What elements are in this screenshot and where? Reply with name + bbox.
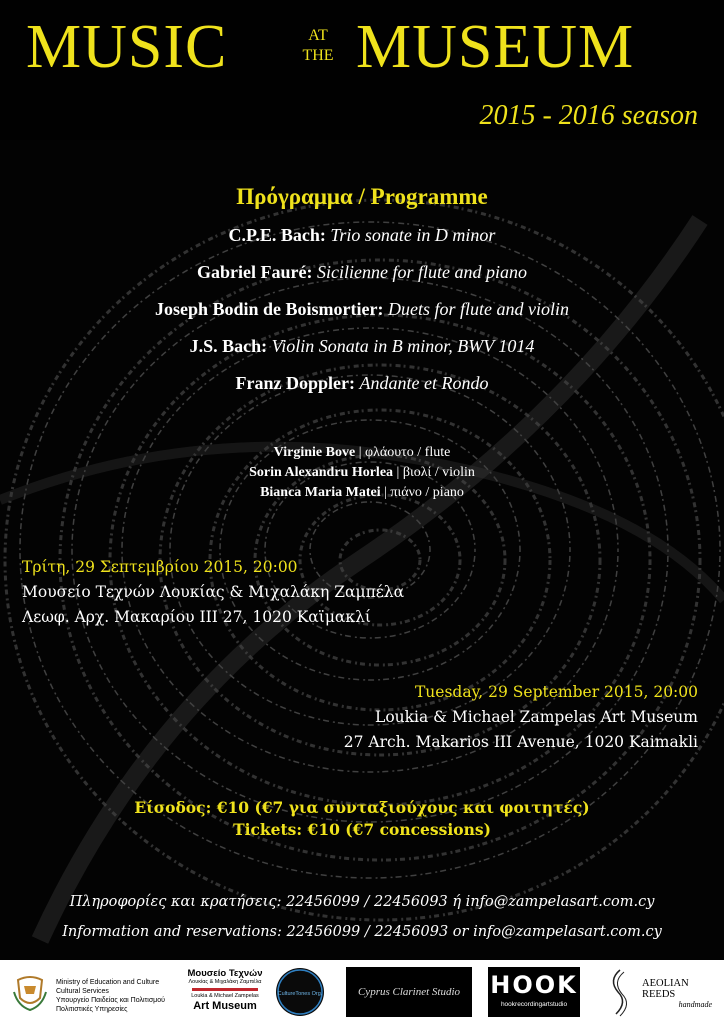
- contact-info: [0, 887, 724, 947]
- museum-divider: [192, 988, 258, 991]
- composer: Joseph Bodin de Boismortier:: [155, 299, 384, 319]
- greek-address: Λεωφ. Αρχ. Μακαρίου ΙΙΙ 27, 1020 Καϊμακλί: [22, 608, 371, 626]
- title-music: MUSIC: [26, 13, 228, 81]
- ministry-line4: Πολιτιστικές Υπηρεσίες: [56, 1006, 128, 1013]
- museum-line4: Art Museum: [193, 1000, 257, 1012]
- ministry-line2: Cultural Services: [56, 988, 109, 995]
- culturetones-logo: [274, 966, 326, 1018]
- programme-item: [0, 292, 724, 329]
- art-museum-logo: [182, 966, 268, 1018]
- programme-heading: Πρόγραμμα / Programme: [236, 184, 488, 209]
- performer: [0, 443, 724, 463]
- aeolian-sub: handmade: [678, 1000, 712, 1009]
- greek-event-info: [22, 555, 404, 630]
- hook-sub: hookrecordingartstudio: [500, 1001, 568, 1008]
- museum-line3: Loukia & Michael Zampelas: [191, 993, 259, 999]
- hook-main: HOOK: [490, 971, 578, 999]
- title-at: AT: [308, 27, 328, 44]
- tickets-english: Tickets: €10 (€7 concessions): [233, 820, 491, 839]
- greek-date: Τρίτη, 29 Σεπτεμβρίου 2015, 20:00: [22, 558, 298, 576]
- performer-name: Virginie Bove: [273, 445, 356, 460]
- performer: [0, 463, 724, 483]
- composer: J.S. Bach:: [189, 336, 268, 356]
- ministry-line1: Ministry of Education and Culture: [56, 979, 160, 986]
- ministry-logo: [6, 966, 176, 1018]
- greek-venue: Μουσείο Τεχνών Λουκίας & Μιχαλάκη Ζαμπέλα: [22, 583, 405, 601]
- aeolian-reeds-logo: [598, 966, 720, 1018]
- performer: [0, 483, 724, 503]
- performer-name: Bianca Maria Matei: [260, 485, 381, 500]
- work: Duets for flute and violin: [388, 299, 569, 319]
- tickets-greek: Είσοδος: €10 (€7 για συνταξιούχους και φοιτητές): [134, 798, 590, 817]
- title-museum: MUSEUM: [356, 13, 635, 81]
- culturetones-text: CultureTones Org.: [277, 991, 323, 997]
- english-date: Tuesday, 29 September 2015, 20:00: [414, 683, 698, 701]
- english-venue: Loukia & Michael Zampelas Art Museum: [375, 708, 698, 726]
- performer-instrument: | φλάουτο / flute: [358, 445, 451, 460]
- tickets-info: [0, 797, 724, 841]
- clarinet-studio-logo: [346, 967, 472, 1017]
- season-label: 2015 - 2016 season: [479, 100, 698, 131]
- ministry-line3: Υπουργείο Παιδείας και Πολιτισμού: [56, 997, 165, 1004]
- work: Andante et Rondo: [359, 373, 489, 393]
- work: Trio sonate in D minor: [330, 225, 496, 245]
- sponsor-bar: [0, 960, 724, 1024]
- title-at-the: [284, 26, 352, 66]
- work: Violin Sonata in B minor, BWV 1014: [271, 336, 535, 356]
- performer-instrument: | πιάνο / piano: [384, 485, 464, 500]
- contact-english: Information and reservations: 22456099 / 22456093 or info@zampelasart.com.cy: [62, 924, 662, 940]
- title-the: THE: [302, 47, 334, 64]
- work: Sicilienne for flute and piano: [317, 262, 527, 282]
- english-address: 27 Arch. Makarios III Avenue, 1020 Kaimakli: [343, 733, 698, 751]
- poster-title: [0, 14, 724, 84]
- performers-list: [0, 443, 724, 503]
- performer-name: Sorin Alexandru Horlea: [249, 465, 394, 480]
- cyprus-crest-icon: [10, 972, 50, 1012]
- composer: C.P.E. Bach:: [228, 225, 326, 245]
- composer: Franz Doppler:: [235, 373, 355, 393]
- programme-item: [0, 329, 724, 366]
- hook-logo: [488, 967, 580, 1017]
- reed-swirl-icon: [598, 966, 642, 1018]
- programme-item: [0, 366, 724, 403]
- contact-greek: Πληροφορίες και κρατήσεις: 22456099 / 22456093 ή info@zampelasart.com.cy: [69, 894, 655, 910]
- programme-item: [0, 218, 724, 255]
- programme-item: [0, 255, 724, 292]
- composer: Gabriel Fauré:: [197, 262, 313, 282]
- english-event-info: [344, 680, 698, 755]
- museum-line1: Μουσείο Τεχνών: [187, 968, 263, 979]
- performer-instrument: | βιολί / violin: [396, 465, 475, 480]
- museum-line2: Λουκίας & Μιχαλάκη Ζαμπέλα: [188, 979, 262, 985]
- clarinet-text: Cyprus Clarinet Studio: [357, 986, 461, 998]
- aeolian-main: AEOLIAN REEDS: [642, 978, 689, 1000]
- programme-section: [0, 184, 724, 403]
- culturetones-circle-icon: [274, 966, 326, 1018]
